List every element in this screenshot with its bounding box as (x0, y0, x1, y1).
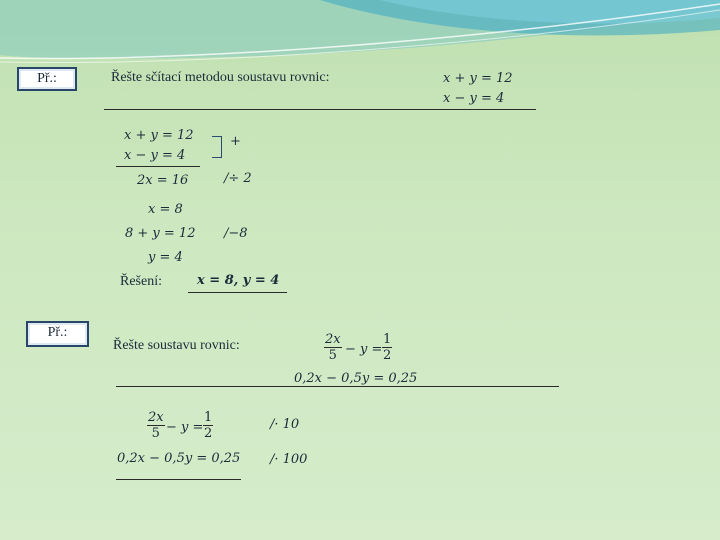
equation-middle: − y = (345, 342, 383, 357)
divider-line (104, 109, 536, 110)
step-equation-decimal: 0,2x − 0,5y = 0,25 (117, 451, 241, 466)
divider-line-2 (116, 386, 559, 387)
step-equation-middle: − y = (166, 420, 204, 435)
example-label-2: Př.: (47, 325, 68, 340)
x-result: x = 8 (148, 202, 183, 217)
fraction-denominator-right: 2 (383, 348, 392, 363)
header-swoosh-decoration (0, 0, 720, 70)
step-fraction-numerator: 2x (148, 410, 164, 425)
multiply-100-operation: /· 100 (270, 452, 308, 467)
divide-operation: /÷ 2 (224, 171, 252, 186)
step-fraction-numerator-right: 1 (204, 410, 213, 425)
fraction-2x-over-5 (324, 332, 342, 363)
step-equation-2: x − y = 4 (124, 148, 186, 163)
example-label-box (17, 67, 77, 91)
minus-operation: /−8 (224, 226, 248, 241)
sum-equation: 2x = 16 (137, 173, 189, 188)
solution-text: x = 8, y = 4 (197, 273, 280, 288)
fraction-denominator: 5 (328, 348, 337, 363)
multiply-10-operation: /· 10 (270, 417, 300, 432)
example-label: Př.: (37, 71, 57, 86)
step-fraction-denominator: 5 (151, 426, 160, 441)
step-equation-1: x + y = 12 (124, 128, 194, 143)
task-text-2: Řešte soustavu rovnic: (113, 338, 240, 353)
step-fraction-1-over-2 (203, 410, 213, 441)
system-equation-1: x + y = 12 (443, 71, 513, 86)
fraction-numerator-right: 1 (383, 332, 392, 347)
fraction-numerator: 2x (325, 332, 341, 347)
step-fraction-2x-over-5 (147, 410, 165, 441)
example-label-box-2 (26, 321, 89, 347)
system-equation-2-b: 0,2x − 0,5y = 0,25 (294, 371, 418, 386)
solution-underline (188, 292, 287, 293)
plus-sign: + (230, 134, 241, 149)
system-equation-2: x − y = 4 (443, 91, 505, 106)
step-underline (116, 479, 241, 480)
addition-bracket (212, 136, 222, 158)
step-fraction-denominator-right: 2 (204, 426, 213, 441)
task-text: Řešte sčítací metodou soustavu rovnic: (111, 70, 330, 85)
substitution-equation: 8 + y = 12 (125, 226, 196, 241)
solution-label: Řešení: (120, 274, 162, 289)
y-result: y = 4 (148, 250, 183, 265)
fraction-1-over-2 (382, 332, 392, 363)
sum-line (116, 166, 200, 167)
